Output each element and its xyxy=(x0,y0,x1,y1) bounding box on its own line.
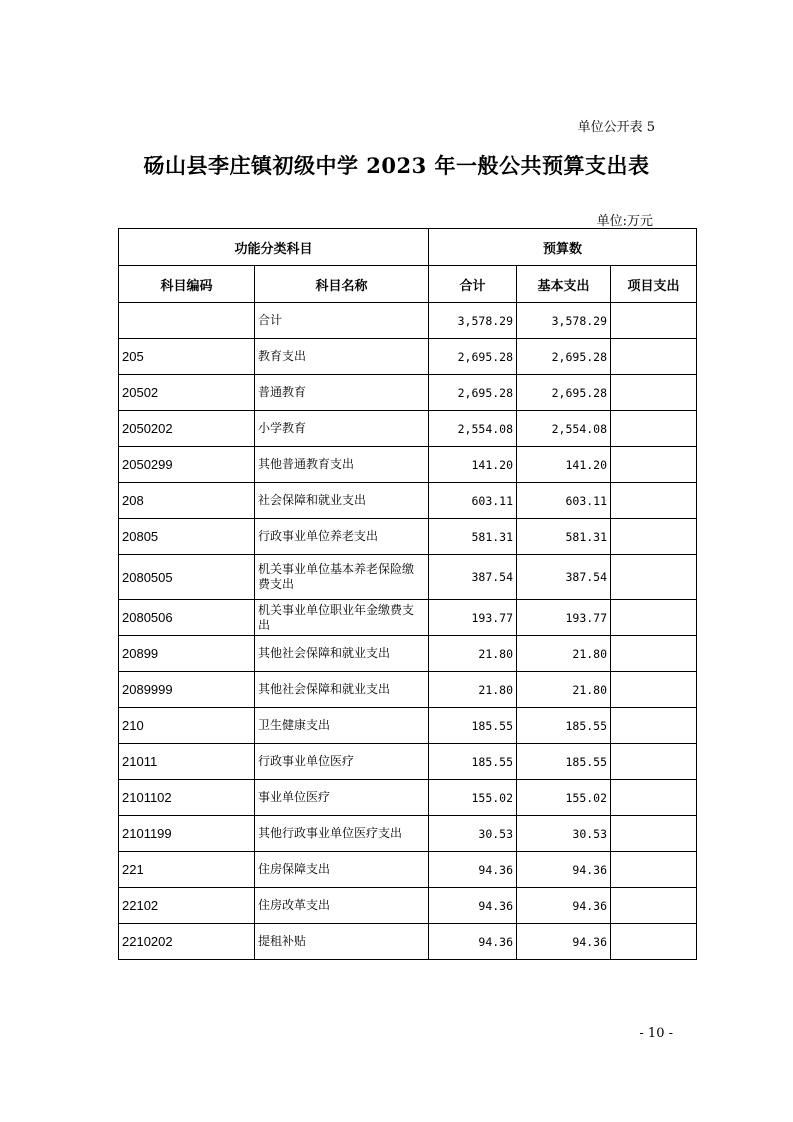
cell-code: 208 xyxy=(119,483,255,519)
cell-code: 20502 xyxy=(119,375,255,411)
cell-name: 小学教育 xyxy=(255,411,429,447)
budget-table xyxy=(118,228,697,960)
cell-basic: 21.80 xyxy=(517,672,611,708)
cell-name: 机关事业单位基本养老保险缴费支出 xyxy=(255,555,429,600)
cell-project xyxy=(611,303,697,339)
column-header-row xyxy=(119,266,697,303)
cell-name: 行政事业单位养老支出 xyxy=(255,519,429,555)
cell-basic: 603.11 xyxy=(517,483,611,519)
cell-project xyxy=(611,339,697,375)
cell-total: 2,695.28 xyxy=(429,375,517,411)
cell-project xyxy=(611,411,697,447)
cell-total: 94.36 xyxy=(429,852,517,888)
cell-total: 603.11 xyxy=(429,483,517,519)
cell-code: 20805 xyxy=(119,519,255,555)
group-header-functional-classification: 功能分类科目 xyxy=(119,229,429,266)
table-row xyxy=(119,303,697,339)
table-body xyxy=(119,303,697,960)
cell-code: 2089999 xyxy=(119,672,255,708)
cell-basic: 2,695.28 xyxy=(517,375,611,411)
cell-basic: 193.77 xyxy=(517,600,611,636)
cell-name: 教育支出 xyxy=(255,339,429,375)
cell-project xyxy=(611,447,697,483)
cell-basic: 94.36 xyxy=(517,888,611,924)
cell-total: 581.31 xyxy=(429,519,517,555)
cell-total: 2,695.28 xyxy=(429,339,517,375)
page-title: 砀山县李庄镇初级中学 2023 年一般公共预算支出表 xyxy=(143,153,650,178)
cell-name: 机关事业单位职业年金缴费支出 xyxy=(255,600,429,636)
cell-basic: 141.20 xyxy=(517,447,611,483)
cell-basic: 2,695.28 xyxy=(517,339,611,375)
cell-basic: 155.02 xyxy=(517,780,611,816)
cell-name: 社会保障和就业支出 xyxy=(255,483,429,519)
table-row xyxy=(119,483,697,519)
table-row xyxy=(119,852,697,888)
cell-project xyxy=(611,375,697,411)
unit-label: 单位:万元 xyxy=(596,214,653,229)
cell-project xyxy=(611,924,697,960)
cell-total: 94.36 xyxy=(429,888,517,924)
cell-code: 2050202 xyxy=(119,411,255,447)
cell-code: 2210202 xyxy=(119,924,255,960)
cell-project xyxy=(611,780,697,816)
cell-code: 221 xyxy=(119,852,255,888)
cell-basic: 21.80 xyxy=(517,636,611,672)
table-row xyxy=(119,411,697,447)
column-header-basic: 基本支出 xyxy=(517,266,611,303)
cell-basic: 3,578.29 xyxy=(517,303,611,339)
cell-total: 21.80 xyxy=(429,672,517,708)
cell-total: 155.02 xyxy=(429,780,517,816)
cell-name: 事业单位医疗 xyxy=(255,780,429,816)
table-row xyxy=(119,519,697,555)
table-row xyxy=(119,555,697,600)
cell-basic: 581.31 xyxy=(517,519,611,555)
table-row xyxy=(119,888,697,924)
cell-name: 其他行政事业单位医疗支出 xyxy=(255,816,429,852)
cell-total: 185.55 xyxy=(429,708,517,744)
table-row xyxy=(119,816,697,852)
cell-code: 2101199 xyxy=(119,816,255,852)
cell-basic: 185.55 xyxy=(517,708,611,744)
cell-code: 2050299 xyxy=(119,447,255,483)
group-header-budget-amount: 预算数 xyxy=(429,229,697,266)
cell-basic: 185.55 xyxy=(517,744,611,780)
cell-project xyxy=(611,744,697,780)
cell-total: 193.77 xyxy=(429,600,517,636)
table-row xyxy=(119,744,697,780)
cell-project xyxy=(611,708,697,744)
table-row xyxy=(119,708,697,744)
cell-project xyxy=(611,636,697,672)
cell-name: 住房改革支出 xyxy=(255,888,429,924)
cell-project xyxy=(611,852,697,888)
cell-total: 141.20 xyxy=(429,447,517,483)
cell-code: 2080505 xyxy=(119,555,255,600)
cell-project xyxy=(611,600,697,636)
cell-code: 2080506 xyxy=(119,600,255,636)
cell-total: 387.54 xyxy=(429,555,517,600)
page-number: - 10 - xyxy=(639,1026,673,1041)
cell-project xyxy=(611,888,697,924)
cell-total: 94.36 xyxy=(429,924,517,960)
cell-name: 其他社会保障和就业支出 xyxy=(255,672,429,708)
column-header-code: 科目编码 xyxy=(119,266,255,303)
cell-total: 21.80 xyxy=(429,636,517,672)
column-header-total: 合计 xyxy=(429,266,517,303)
cell-project xyxy=(611,816,697,852)
cell-code: 210 xyxy=(119,708,255,744)
group-header-row xyxy=(119,229,697,266)
cell-name: 提租补贴 xyxy=(255,924,429,960)
form-number: 单位公开表 5 xyxy=(577,120,655,135)
table-row xyxy=(119,600,697,636)
column-header-name: 科目名称 xyxy=(255,266,429,303)
cell-total: 3,578.29 xyxy=(429,303,517,339)
column-header-project: 项目支出 xyxy=(611,266,697,303)
table-row xyxy=(119,780,697,816)
cell-name: 其他普通教育支出 xyxy=(255,447,429,483)
cell-basic: 2,554.08 xyxy=(517,411,611,447)
table-row xyxy=(119,447,697,483)
cell-code: 205 xyxy=(119,339,255,375)
cell-basic: 387.54 xyxy=(517,555,611,600)
cell-name: 行政事业单位医疗 xyxy=(255,744,429,780)
cell-basic: 94.36 xyxy=(517,852,611,888)
cell-code: 22102 xyxy=(119,888,255,924)
cell-basic: 30.53 xyxy=(517,816,611,852)
cell-name: 普通教育 xyxy=(255,375,429,411)
cell-total: 30.53 xyxy=(429,816,517,852)
table-row xyxy=(119,924,697,960)
cell-name: 其他社会保障和就业支出 xyxy=(255,636,429,672)
cell-project xyxy=(611,483,697,519)
cell-code: 20899 xyxy=(119,636,255,672)
cell-basic: 94.36 xyxy=(517,924,611,960)
cell-name: 住房保障支出 xyxy=(255,852,429,888)
cell-total: 185.55 xyxy=(429,744,517,780)
cell-code xyxy=(119,303,255,339)
table-row xyxy=(119,375,697,411)
table-row xyxy=(119,672,697,708)
cell-project xyxy=(611,519,697,555)
cell-project xyxy=(611,672,697,708)
table-row xyxy=(119,636,697,672)
table-row xyxy=(119,339,697,375)
cell-name: 卫生健康支出 xyxy=(255,708,429,744)
cell-project xyxy=(611,555,697,600)
cell-code: 21011 xyxy=(119,744,255,780)
cell-name: 合计 xyxy=(255,303,429,339)
cell-code: 2101102 xyxy=(119,780,255,816)
cell-total: 2,554.08 xyxy=(429,411,517,447)
